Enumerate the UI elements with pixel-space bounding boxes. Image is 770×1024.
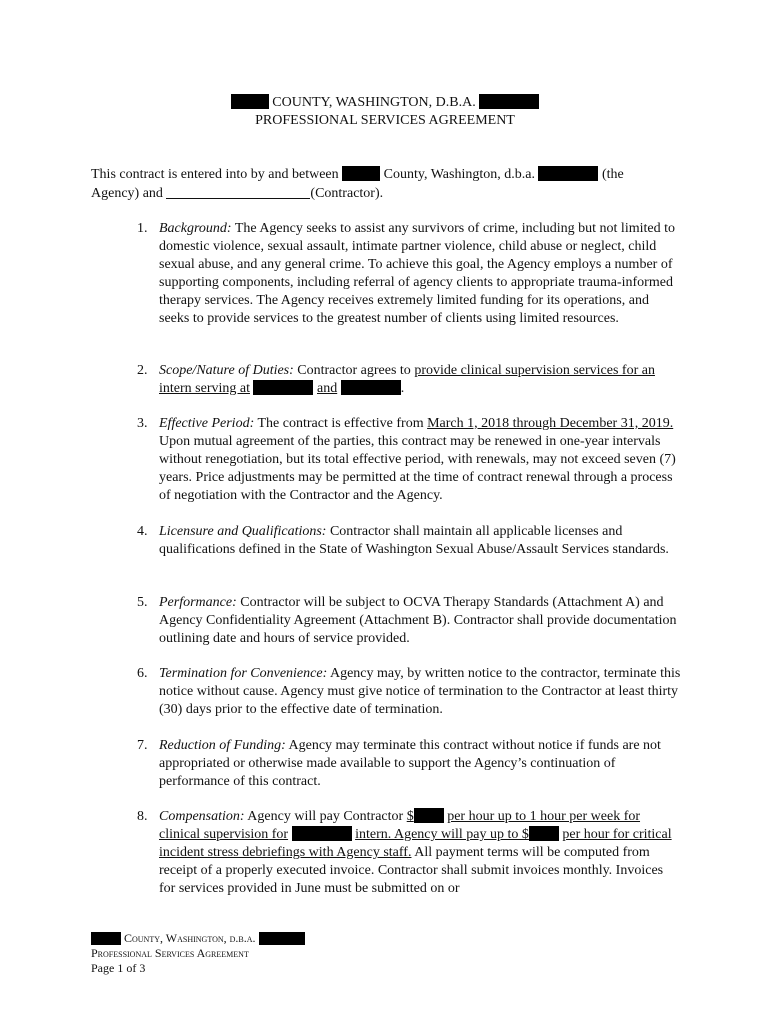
clause-heading: Performance: bbox=[159, 595, 237, 610]
clause-heading: Licensure and Qualifications: bbox=[159, 524, 327, 539]
clause-background: 1. Background: The Agency seeks to assist any survivors of crime, including but not limited to domestic violence, sexual assault, intimate partner violence, child abuse or neglect, child sexual abuse, and any general crime. To achieve this goal, the Agency employs a number of supporting components, including referral of agency clients to appropriate trauma-informed therapy services. The Agency receives extremely limited funding for its operations, and seeks to provide services to the greatest number of clients using limited resources. bbox=[137, 221, 675, 326]
redaction-block bbox=[341, 380, 401, 395]
redaction-block bbox=[479, 94, 539, 109]
clause-termination: 6. Termination for Convenience: Agency may, by written notice to the contractor, terminate this notice without cause. Agency must give notice of termination to the Contractor at least thirty (30) days prior to the effective date of termination. bbox=[137, 666, 681, 717]
clause-heading: Reduction of Funding: bbox=[159, 738, 286, 753]
clause-compensation: 8. Compensation: Agency will pay Contractor $ per hour up to 1 hour per week for clinical supervision for intern. Agency will pay up to $ per hour for critical incident stress debriefings with Agency staff. All payment terms will be computed from receipt of a properly executed invoice. Contractor shall submit invoices monthly. Invoices for services provided in June must be submitted on or bbox=[137, 809, 672, 896]
document-title-line1 bbox=[0, 94, 770, 112]
redaction-block bbox=[529, 826, 559, 841]
intro-paragraph: This contract is entered into by and between County, Washington, d.b.a. (the Agency) and (Contractor). bbox=[91, 167, 624, 201]
clause-heading: Effective Period: bbox=[159, 416, 255, 431]
clause-heading: Compensation: bbox=[159, 809, 245, 824]
footer-line1: County, Washington, d.b.a. bbox=[91, 931, 391, 946]
clause-reduction-funding: 7. Reduction of Funding: Agency may terminate this contract without notice if funds are not appropriated or otherwise made available to support the Agency’s continuation of performance of this contract. bbox=[137, 738, 661, 789]
page-footer bbox=[91, 931, 391, 976]
title-county-text: COUNTY, WASHINGTON, D.B.A. bbox=[272, 95, 476, 110]
redaction-block bbox=[231, 94, 269, 109]
clause-heading: Termination for Convenience: bbox=[159, 666, 328, 681]
redaction-block bbox=[342, 166, 380, 181]
redaction-block bbox=[292, 826, 352, 841]
redaction-block bbox=[538, 166, 598, 181]
clause-scope: 2. Scope/Nature of Duties: Contractor agrees to provide clinical supervision services for an intern serving at and . bbox=[137, 363, 655, 396]
contractor-name-blank bbox=[166, 184, 310, 199]
document-title-line2: PROFESSIONAL SERVICES AGREEMENT bbox=[255, 113, 515, 128]
redaction-block bbox=[91, 932, 121, 945]
redaction-block bbox=[259, 932, 305, 945]
footer-line2: Professional Services Agreement bbox=[91, 946, 249, 960]
clause-heading: Background: bbox=[159, 221, 232, 236]
clause-heading: Scope/Nature of Duties: bbox=[159, 363, 294, 378]
clause-licensure: 4. Licensure and Qualifications: Contractor shall maintain all applicable licenses and qualifications defined in the State of Washington Sexual Abuse/Assault Services standards. bbox=[137, 524, 669, 557]
page-number: Page 1 of 3 bbox=[91, 961, 146, 975]
redaction-block bbox=[414, 808, 444, 823]
clause-performance: 5. Performance: Contractor will be subject to OCVA Therapy Standards (Attachment A) and Agency Confidentiality Agreement (Attachment B). Contractor shall provide documentation outlining date and hours of service provided. bbox=[137, 595, 677, 646]
clause-effective-period: 3. Effective Period: The contract is effective from March 1, 2018 through December 31, 2019. Upon mutual agreement of the parties, this contract may be renewed in one-year intervals without renegotiation, but its total effective period, with renewals, may not exceed seven (7) years. Price adjustments may be permitted at the time of contract renewal through a process of negotiation with the Contractor and the Agency. bbox=[137, 416, 676, 503]
redaction-block bbox=[253, 380, 313, 395]
